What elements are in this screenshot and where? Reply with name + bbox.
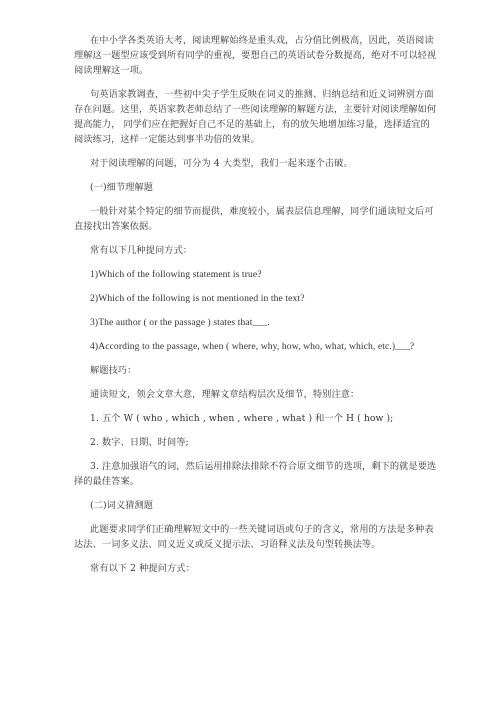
tip-item-2: 2. 数字、日期、时间等; bbox=[90, 437, 189, 448]
paragraph-question-forms: 常有以下几种提问方式： bbox=[90, 245, 193, 256]
tip-item-1: 1. 五个 W ( who , which , when , where , what ) 和一个 H ( how ); bbox=[90, 413, 394, 424]
question-form-1: 1)Which of the following statement is true? bbox=[90, 269, 262, 280]
document-body bbox=[74, 33, 438, 585]
paragraph-tips-heading: 解题技巧： bbox=[90, 365, 137, 376]
paragraph-intro: 在中小学各类英语大考，阅读理解始终是重头戏，占分值比例极高，因此，英语阅读理解这一题型应该受到所有同学的重视，要想自己的英语试卷分数提高，绝对不可以轻视阅读理解这一项。 bbox=[74, 35, 437, 76]
question-form-3: 3)The author ( or the passage ) states that___. bbox=[90, 317, 270, 328]
paragraph-tips-intro: 通读短文，领会文章大意，理解文章结构层次及细节，特别注意： bbox=[90, 389, 360, 400]
section-heading-detail: (一)细节理解题 bbox=[90, 182, 154, 193]
question-form-2: 2)Which of the following is not mentioned in the text? bbox=[90, 293, 305, 304]
section-heading-vocab: (二)词义猜测题 bbox=[90, 500, 154, 511]
paragraph-vocab-forms: 常有以下 2 种提问方式： bbox=[90, 563, 195, 574]
question-form-4: 4)According to the passage, when ( where, why, how, who, what, which, etc.)___? bbox=[90, 341, 415, 352]
paragraph-vocab-desc: 此题要求同学们正确理解短文中的一些关键词语或句子的含义，常用的方法是多种表达法、一词多义法、同义近义或反义提示法、习语释义法及句型转换法等。 bbox=[74, 524, 434, 550]
tip-item-3: 3. 注意加强语气的词，然后运用排除法排除不符合原文细节的选项，剩下的就是要选择的最佳答案。 bbox=[74, 461, 437, 487]
paragraph-survey: 句英语家教调查，一些初中尖子学生反映在词义的推测、归纳总结和近义词辨别方面存在问题。这里，英语家教老师总结了一些阅读理解的解题方法，主要针对阅读理解如何提高能力， 同学们应在把握好自己不足的基础上，有的放矢地增加练习量，选择适宜的阅读练习，这样一定能达到事半功倍的效果。 bbox=[74, 89, 437, 145]
paragraph-four-types: 对于阅读理解的问题，可分为 4 大类型，我们一起来逐个击破。 bbox=[90, 158, 353, 169]
paragraph-detail-desc: 一般针对某个特定的细节而提供，难度较小，属表层信息理解，同学们通读短文后可直接找出答案依据。 bbox=[74, 206, 434, 232]
